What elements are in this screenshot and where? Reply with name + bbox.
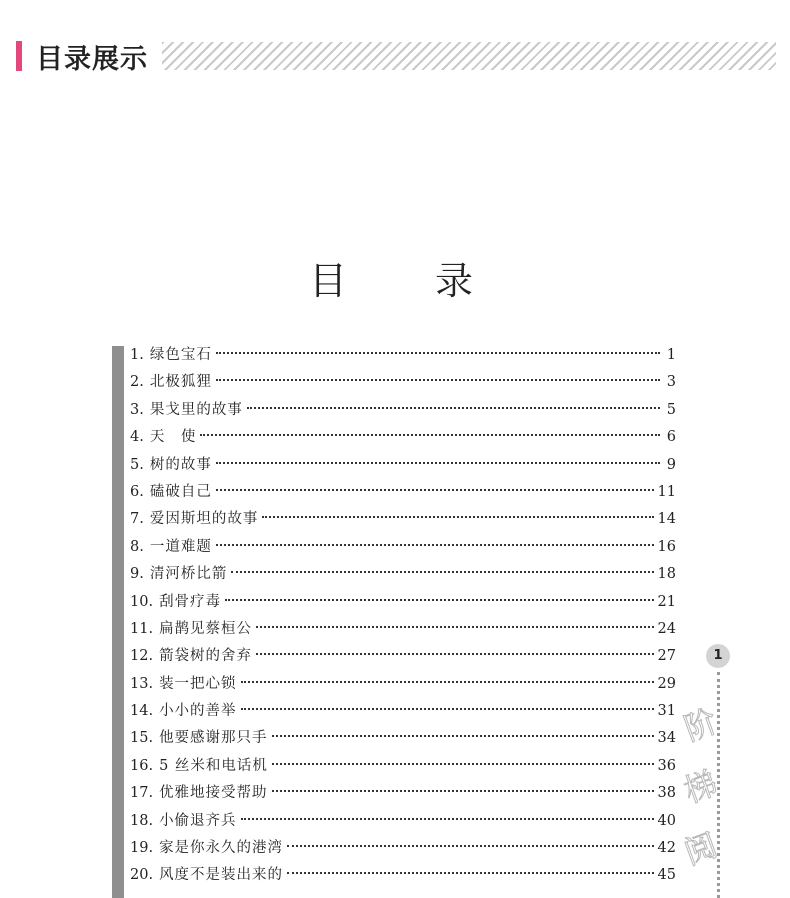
toc-entry-number: 5.: [130, 456, 144, 473]
toc-entry-number: 12.: [130, 648, 154, 665]
toc-entry-number: 13.: [130, 675, 154, 692]
dot-leader: [272, 763, 654, 765]
toc-entry-page: 29: [657, 675, 676, 692]
toc-entry: [130, 725, 676, 752]
dot-leader: [216, 544, 654, 546]
toc-entry-number: 15.: [130, 730, 154, 747]
toc-entry: [130, 452, 676, 479]
toc-entry-page: 27: [657, 648, 676, 665]
dot-leader: [241, 818, 654, 820]
dot-leader: [241, 681, 654, 683]
toc-entry-number: 8.: [130, 538, 144, 555]
dot-leader: [200, 434, 660, 436]
banner-title: 目录展示: [36, 43, 148, 75]
side-char-3: 阅: [679, 825, 723, 873]
toc-entry: [130, 616, 676, 643]
toc-entry-number: 10.: [130, 593, 154, 610]
toc-entry-number: 6.: [130, 483, 144, 500]
toc-entry: [130, 589, 676, 616]
dot-leader: [262, 516, 653, 518]
stripe-decoration: [162, 42, 776, 70]
toc-entry-page: 40: [657, 812, 676, 829]
toc-entry-number: 18.: [130, 812, 154, 829]
toc-entry-page: 11: [657, 483, 676, 500]
dot-leader: [216, 489, 654, 491]
toc-entry-number: 14.: [130, 703, 154, 720]
toc-entry-title: 他要感谢那只手: [159, 730, 268, 747]
toc-entry: [130, 369, 676, 396]
toc-entry-number: 9.: [130, 566, 144, 583]
toc-entry-title: 箭袋树的舍弃: [159, 648, 253, 665]
dot-leader: [216, 352, 660, 354]
toc-entry-page: 9: [666, 456, 676, 473]
toc-entry-title: 清河桥比箭: [149, 566, 228, 583]
dot-leader: [272, 735, 654, 737]
toc-entry-page: 38: [657, 785, 676, 802]
toc-entry-page: 31: [657, 703, 676, 720]
toc-entry-page: 42: [657, 840, 676, 857]
toc-entry-title: 树的故事: [149, 456, 212, 473]
toc-entry-title: 小小的善举: [159, 703, 237, 720]
dot-leader: [256, 626, 653, 628]
toc-entry-page: 16: [657, 538, 676, 555]
toc-entry-title: 家是你永久的港湾: [159, 840, 284, 857]
toc-entry-number: 17.: [130, 785, 154, 802]
toc-entry-number: 20.: [130, 867, 154, 884]
toc-entry-title: 绿色宝石: [149, 347, 212, 363]
toc-entry-page: 14: [657, 511, 676, 528]
toc-entry-number: 16.: [130, 757, 154, 774]
side-char-2: 梯: [679, 763, 723, 811]
toc-entry: [130, 479, 676, 506]
accent-bar: [16, 41, 22, 71]
toc-entry: [130, 862, 676, 889]
toc-entry: [130, 534, 676, 561]
dot-leader: [287, 872, 653, 874]
toc-entry: [130, 808, 676, 835]
side-char-1: 阶: [679, 701, 723, 749]
toc-entry-title: 装一把心锁: [159, 675, 237, 692]
toc-entry-number: 3.: [130, 401, 144, 418]
toc-entry-title: 优雅地接受帮助: [159, 785, 268, 802]
dot-leader: [216, 462, 660, 464]
dot-leader: [216, 379, 660, 381]
toc-entry-page: 21: [657, 593, 676, 610]
toc-entry-page: 6: [666, 429, 676, 446]
dot-leader: [247, 407, 660, 409]
toc-entry-number: 4.: [130, 429, 144, 446]
toc-entry: [130, 643, 676, 670]
section-banner: [16, 40, 776, 75]
toc-entry-title: 小偷退齐兵: [159, 812, 237, 829]
toc-vertical-rule: [112, 346, 124, 898]
toc-heading: 目 录: [308, 259, 512, 303]
toc-entry-title: 天 使: [149, 429, 197, 446]
toc-list: [130, 342, 676, 890]
toc-entry: [130, 342, 676, 369]
toc-entry: [130, 397, 676, 424]
toc-entry-page: 3: [666, 374, 676, 391]
toc-entry-page: 24: [657, 620, 676, 637]
toc-entry-title: 一道难题: [149, 538, 212, 555]
dot-leader: [231, 571, 653, 573]
toc-entry: [130, 753, 676, 780]
toc-entry: [130, 835, 676, 862]
toc-entry-page: 18: [657, 566, 676, 583]
dot-leader: [225, 599, 653, 601]
toc-entry-page: 36: [657, 757, 676, 774]
toc-entry-title: 果戈里的故事: [149, 401, 243, 418]
toc-entry-title: 风度不是装出来的: [159, 867, 284, 884]
toc-entry: [130, 424, 676, 451]
dot-leader: [287, 845, 653, 847]
toc-entry-title: 刮骨疗毒: [159, 593, 222, 610]
dot-leader: [272, 790, 654, 792]
toc-entry-number: 2.: [130, 374, 144, 391]
toc-entry-number: 7.: [130, 511, 144, 528]
toc-entry-number: 1.: [130, 347, 144, 363]
toc-entry-number: 19.: [130, 840, 154, 857]
toc-entry-page: 1: [666, 347, 676, 363]
toc-entry: [130, 780, 676, 807]
toc-entry-title: 爱因斯坦的故事: [149, 511, 259, 528]
toc-entry: [130, 671, 676, 698]
toc-entry-page: 45: [657, 867, 676, 884]
toc-entry: [130, 698, 676, 725]
toc-entry-number: 11.: [130, 620, 154, 637]
toc-entry-title: 北极狐狸: [149, 374, 212, 391]
toc-entry-page: 5: [666, 401, 676, 418]
toc-entry: [130, 561, 676, 588]
toc-entry-page: 34: [657, 730, 676, 747]
toc-entry-title: 5 丝米和电话机: [159, 757, 268, 774]
toc-entry: [130, 506, 676, 533]
toc-entry-title: 磕破自己: [149, 483, 212, 500]
dot-leader: [256, 653, 653, 655]
toc-entry-title: 扁鹊见蔡桓公: [159, 620, 253, 637]
page-badge: 1: [706, 644, 730, 668]
dot-leader: [241, 708, 654, 710]
